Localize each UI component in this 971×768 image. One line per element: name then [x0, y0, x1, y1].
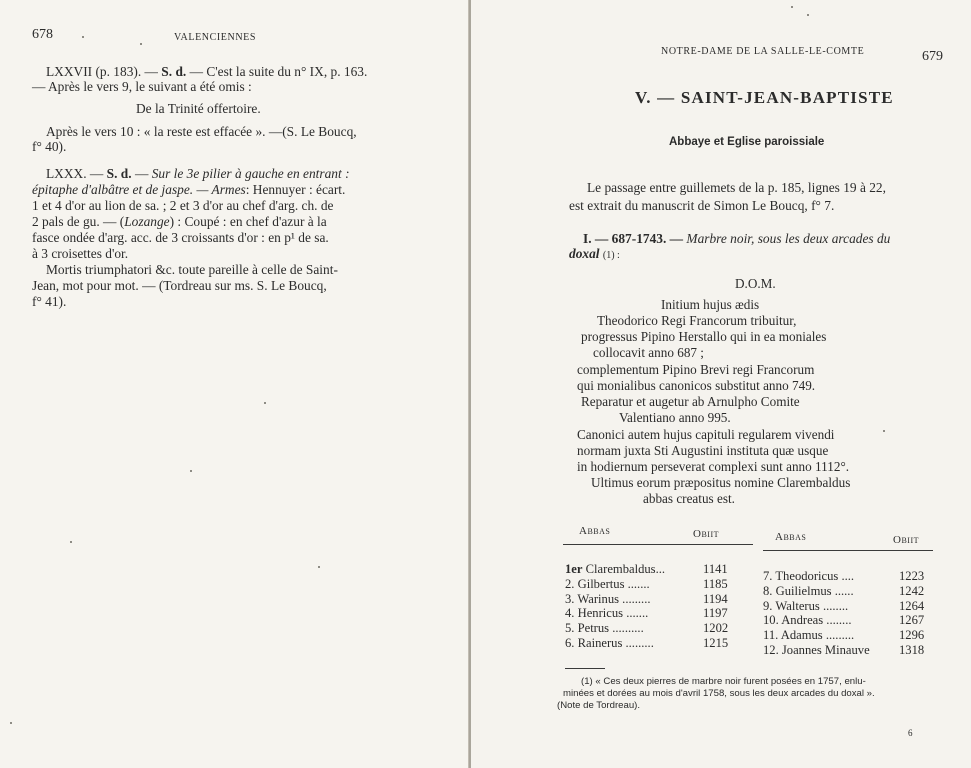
abbot-year: 1197 [703, 606, 728, 621]
mortis-line-3: f° 41). [32, 294, 67, 309]
verse-note-line-2: f° 40). [32, 139, 67, 154]
table-header-obiit-left: Obiit [693, 528, 719, 540]
footnote-line-3: (Note de Tordreau). [557, 700, 641, 711]
paper-speck [883, 430, 885, 432]
abbot-year: 1318 [899, 643, 925, 657]
paper-speck [318, 566, 320, 568]
entry-lxxx-line-2: épitaphe d'albâtre et de jaspe. — Armes: Hennuyer : écart. [32, 182, 346, 197]
abbot-name: 7. Theodoricus .... [763, 569, 855, 583]
section-title: V. — SAINT-JEAN-BAPTISTE [635, 88, 894, 107]
entry-lxxx-line-1: LXXX. — S. d. — Sur le 3e pilier à gauche en entrant : [46, 166, 350, 181]
abbot-name: 4. Henricus ....... [565, 606, 649, 621]
inscription-line: normam juxta Sti Augustini instituta quæ usque [577, 443, 829, 458]
right-page-number: 679 [922, 49, 943, 64]
abbot-name: 2. Gilbertus ....... [565, 576, 650, 591]
abbot-name: 9. Walterus ........ [763, 598, 849, 613]
paper-speck [10, 722, 12, 724]
abbot-name: 1er Clarembaldus... [565, 562, 666, 576]
inscription-line: in hodiernum perseverat complexi sunt anno 1112°. [577, 459, 850, 474]
abbot-name: 11. Adamus ......... [763, 628, 855, 643]
left-page [0, 0, 470, 768]
entry-lxxx-line-5: fasce ondée d'arg. acc. de 3 croissants d'or : en p¹ de sa. [32, 230, 329, 245]
left-page-number: 678 [32, 27, 53, 42]
inscription-line: collocavit anno 687 ; [593, 345, 704, 360]
paper-speck [807, 14, 809, 16]
passage-note-line-2: est extrait du manuscrit de Simon Le Boucq, f° 7. [569, 198, 835, 213]
entry-i-line-2: doxal (1) : [569, 246, 620, 261]
entry-lxxx-line-6: à 3 croisettes d'or. [32, 246, 129, 261]
footnote-rule [565, 668, 605, 669]
abbot-year: 1141 [703, 562, 728, 576]
entry-lxxvii-line-2: — Après le vers 9, le suivant a été omis : [32, 79, 252, 94]
table-header-abbas-right: Abbas [775, 531, 807, 543]
inscription-line: Initium hujus ædis [661, 297, 760, 312]
abbot-name: 6. Rainerus ......... [565, 636, 654, 650]
abbot-name: 3. Warinus ......... [565, 591, 651, 606]
mortis-line-1: Mortis triumphatori &c. toute pareille à celle de Saint- [46, 262, 338, 277]
entry-lxxvii-line-1: LXXVII (p. 183). — S. d. — C'est la suite du n° IX, p. 163. [46, 64, 368, 79]
inscription-line: Canonici autem hujus capituli regularem vivendi [577, 427, 835, 442]
table-header-abbas-left: Abbas [579, 525, 611, 537]
table-rule-left [563, 544, 753, 545]
paper-speck [190, 470, 192, 472]
section-subtitle: Abbaye et Eglise paroissiale [669, 136, 825, 148]
table-header-obiit-right: Obiit [893, 534, 919, 546]
paper-speck [264, 402, 266, 404]
paper-speck [791, 6, 793, 8]
footnote-line-1: (1) « Ces deux pierres de marbre noir furent posées en 1757, enlu- [581, 676, 866, 687]
verse-note-line-1: Après le vers 10 : « la reste est effacée ». —(S. Le Boucq, [46, 124, 357, 139]
abbot-year: 1223 [899, 569, 925, 583]
inscription-line: Theodorico Regi Francorum tribuitur, [597, 313, 797, 328]
paper-speck [70, 541, 72, 543]
inscription-line: qui monialibus canonicos substitut anno 749. [577, 378, 816, 393]
abbot-name: 12. Joannes Minauve [763, 643, 870, 657]
inscription-line: Reparatur et augetur ab Arnulpho Comite [581, 394, 800, 409]
table-rule-right [763, 550, 933, 551]
footnote-line-2: minées et dorées au mois d'avril 1758, sous les deux arcades du doxal ». [563, 688, 875, 699]
abbot-name: 10. Andreas ........ [763, 613, 852, 628]
signature-mark: 6 [908, 728, 913, 738]
abbot-name: 5. Petrus .......... [565, 621, 644, 636]
abbot-year: 1267 [899, 613, 925, 628]
abbot-year: 1242 [899, 583, 925, 598]
abbot-year: 1215 [703, 636, 729, 650]
abbot-year: 1194 [703, 591, 728, 606]
entry-lxxx-line-4: 2 pals de gu. — (Lozange) : Coupé : en chef d'azur à la [32, 214, 327, 229]
inscription-line: Ultimus eorum præpositus nomine Clarembaldus [591, 475, 851, 490]
entry-i-line-1: I. — 687-1743. — Marbre noir, sous les deux arcades du [583, 231, 891, 246]
mortis-line-2: Jean, mot pour mot. — (Tordreau sur ms. S. Le Boucq, [32, 278, 327, 293]
inscription-line: complementum Pipino Brevi regi Francorum [577, 362, 815, 377]
passage-note-line-1: Le passage entre guillemets de la p. 185, lignes 19 à 22, [587, 180, 886, 195]
right-running-header: NOTRE-DAME DE LA SALLE-LE-COMTE [661, 46, 865, 57]
inscription-line: progressus Pipino Herstallo qui in ea moniales [581, 329, 827, 344]
inscription-line: Valentiano anno 995. [619, 410, 731, 425]
right-page [471, 0, 971, 768]
abbot-year: 1264 [899, 598, 925, 613]
abbot-year: 1296 [899, 628, 925, 643]
left-running-header: VALENCIENNES [174, 32, 257, 43]
paper-speck [140, 43, 142, 45]
entry-lxxx-line-3: 1 et 4 d'or au lion de sa. ; 2 et 3 d'or au chef d'arg. ch. de [32, 198, 334, 213]
abbot-year: 1202 [703, 621, 729, 636]
paper-speck [82, 36, 84, 38]
abbot-name: 8. Guilielmus ...... [763, 583, 854, 598]
abbot-year: 1185 [703, 576, 728, 591]
centered-verse: De la Trinité offertoire. [136, 101, 261, 116]
inscription-line: abbas creatus est. [643, 491, 735, 506]
inscription-line: D.O.M. [735, 276, 776, 291]
